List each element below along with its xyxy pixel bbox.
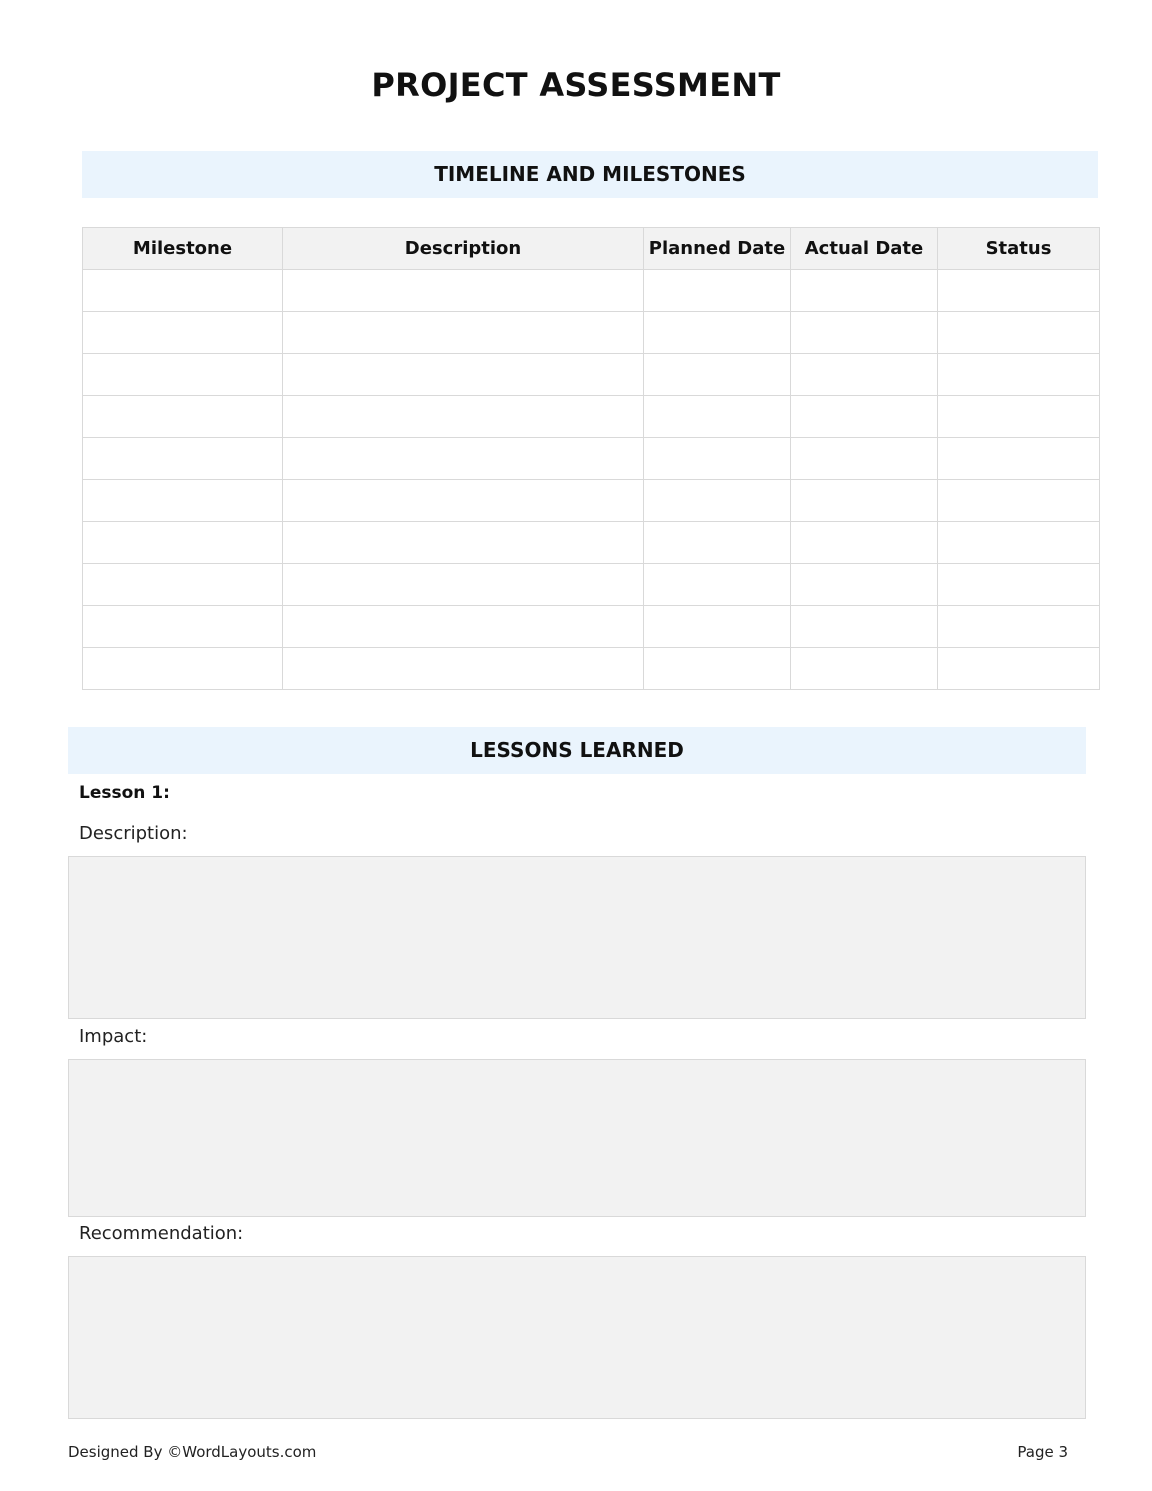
cell-milestone[interactable] <box>83 648 283 690</box>
column-header-milestone: Milestone <box>83 228 283 270</box>
cell-planned-date[interactable] <box>644 438 791 480</box>
cell-status[interactable] <box>938 396 1100 438</box>
cell-status[interactable] <box>938 564 1100 606</box>
cell-description[interactable] <box>283 480 644 522</box>
cell-actual-date[interactable] <box>791 564 938 606</box>
cell-milestone[interactable] <box>83 438 283 480</box>
page-number: Page 3 <box>1017 1443 1068 1461</box>
table-row <box>83 312 1100 354</box>
cell-planned-date[interactable] <box>644 270 791 312</box>
cell-status[interactable] <box>938 648 1100 690</box>
table-row <box>83 522 1100 564</box>
cell-actual-date[interactable] <box>791 480 938 522</box>
cell-description[interactable] <box>283 564 644 606</box>
cell-description[interactable] <box>283 606 644 648</box>
cell-description[interactable] <box>283 648 644 690</box>
impact-label: Impact: <box>79 1026 148 1047</box>
timeline-section-heading: TIMELINE AND MILESTONES <box>82 151 1098 198</box>
table-row <box>83 606 1100 648</box>
cell-status[interactable] <box>938 522 1100 564</box>
column-header-description: Description <box>283 228 644 270</box>
table-row <box>83 480 1100 522</box>
cell-status[interactable] <box>938 438 1100 480</box>
recommendation-field[interactable] <box>68 1256 1086 1419</box>
cell-actual-date[interactable] <box>791 396 938 438</box>
cell-actual-date[interactable] <box>791 606 938 648</box>
column-header-actual-date: Actual Date <box>791 228 938 270</box>
cell-planned-date[interactable] <box>644 648 791 690</box>
cell-planned-date[interactable] <box>644 522 791 564</box>
cell-actual-date[interactable] <box>791 312 938 354</box>
cell-actual-date[interactable] <box>791 270 938 312</box>
cell-status[interactable] <box>938 270 1100 312</box>
cell-planned-date[interactable] <box>644 606 791 648</box>
cell-description[interactable] <box>283 522 644 564</box>
cell-planned-date[interactable] <box>644 354 791 396</box>
cell-actual-date[interactable] <box>791 522 938 564</box>
description-label: Description: <box>79 823 188 844</box>
cell-status[interactable] <box>938 480 1100 522</box>
cell-milestone[interactable] <box>83 522 283 564</box>
table-row <box>83 270 1100 312</box>
cell-milestone[interactable] <box>83 396 283 438</box>
cell-actual-date[interactable] <box>791 438 938 480</box>
milestones-table <box>82 227 1100 690</box>
table-row <box>83 354 1100 396</box>
column-header-status: Status <box>938 228 1100 270</box>
page-title: PROJECT ASSESSMENT <box>371 66 781 104</box>
table-row <box>83 564 1100 606</box>
cell-status[interactable] <box>938 312 1100 354</box>
cell-description[interactable] <box>283 354 644 396</box>
recommendation-label: Recommendation: <box>79 1223 244 1244</box>
cell-milestone[interactable] <box>83 354 283 396</box>
lesson-heading: Lesson 1: <box>79 783 170 803</box>
cell-status[interactable] <box>938 606 1100 648</box>
footer-credit: Designed By ©WordLayouts.com <box>68 1443 317 1461</box>
lessons-section-heading: LESSONS LEARNED <box>68 727 1086 774</box>
cell-description[interactable] <box>283 270 644 312</box>
cell-planned-date[interactable] <box>644 312 791 354</box>
cell-actual-date[interactable] <box>791 354 938 396</box>
milestones-table-body <box>83 270 1100 690</box>
table-row <box>83 648 1100 690</box>
column-header-planned-date: Planned Date <box>644 228 791 270</box>
cell-status[interactable] <box>938 354 1100 396</box>
cell-milestone[interactable] <box>83 270 283 312</box>
impact-field[interactable] <box>68 1059 1086 1217</box>
table-header-row <box>83 228 1100 270</box>
cell-milestone[interactable] <box>83 564 283 606</box>
cell-planned-date[interactable] <box>644 564 791 606</box>
cell-description[interactable] <box>283 396 644 438</box>
description-field[interactable] <box>68 856 1086 1019</box>
cell-milestone[interactable] <box>83 606 283 648</box>
cell-planned-date[interactable] <box>644 396 791 438</box>
cell-planned-date[interactable] <box>644 480 791 522</box>
table-row <box>83 438 1100 480</box>
cell-milestone[interactable] <box>83 312 283 354</box>
cell-description[interactable] <box>283 438 644 480</box>
table-row <box>83 396 1100 438</box>
cell-description[interactable] <box>283 312 644 354</box>
cell-actual-date[interactable] <box>791 648 938 690</box>
cell-milestone[interactable] <box>83 480 283 522</box>
